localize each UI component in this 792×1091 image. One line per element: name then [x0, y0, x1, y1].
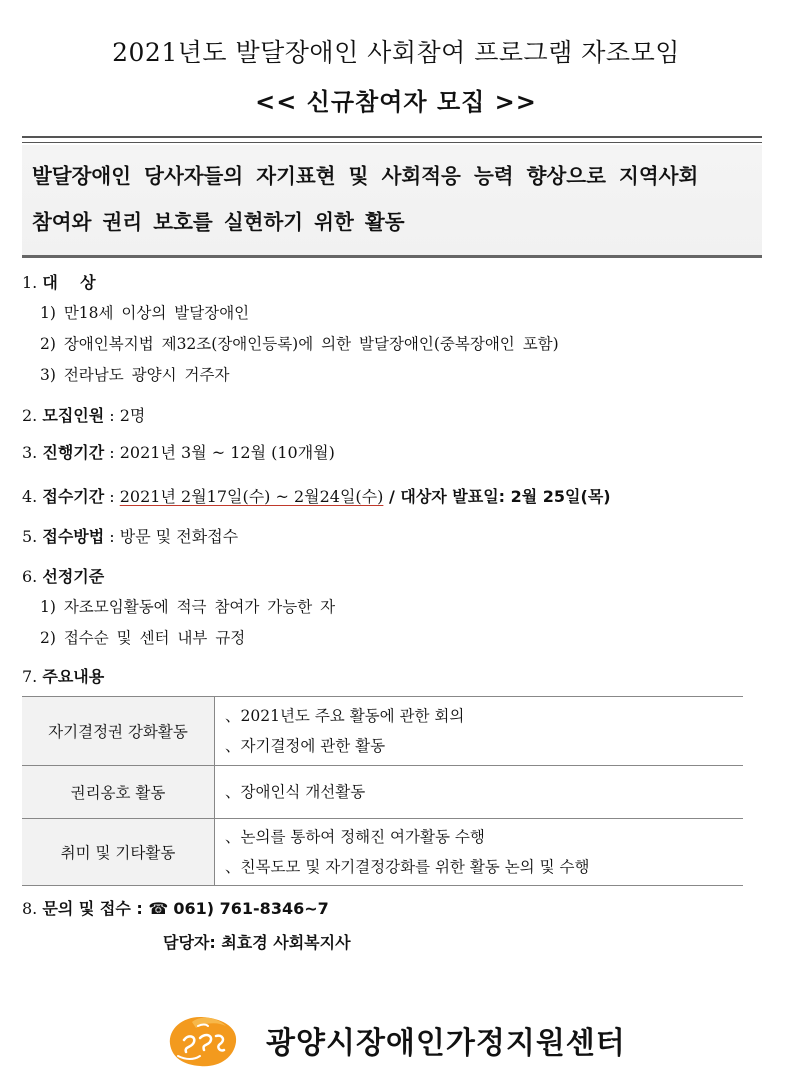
period-value: 2021년 3월 ~ 12월 (10개월): [119, 443, 335, 462]
phone-number: 061) 761-8346~7: [173, 899, 329, 918]
section-target-heading: [22, 270, 96, 293]
list-item: 2) 장애인복지법 제32조(장애인등록)에 의한 발달장애인(중복장애인 포함): [40, 335, 559, 353]
section-label: 선정기준: [42, 567, 105, 586]
document-subtitle: << 신규참여자 모집 >>: [255, 88, 537, 116]
activity-details: [215, 766, 744, 819]
section-method: [22, 524, 238, 547]
activity-details: [215, 697, 744, 766]
section-number: 6.: [22, 567, 38, 586]
section-recruit: [22, 403, 145, 426]
top-divider: [22, 136, 762, 143]
table-row: [22, 766, 743, 819]
section-number: 1.: [22, 273, 38, 292]
separator: :: [104, 527, 120, 546]
table-row: [22, 697, 743, 766]
list-item: 1) 자조모임활동에 적극 참여가 가능한 자: [40, 598, 336, 616]
separator: :: [104, 443, 120, 462]
section-number: 5.: [22, 527, 38, 546]
application-period-value: 2021년 2월17일(수) ~ 2월24일(수): [119, 487, 384, 506]
activity-detail: 、논의를 통하여 정해진 여가활동 수행: [225, 828, 485, 846]
section-number: 7.: [22, 667, 38, 686]
section-number: 2.: [22, 406, 38, 425]
section-label: 진행기간: [42, 443, 105, 462]
section-label: 모집인원: [42, 406, 105, 425]
section-criteria-heading: [22, 564, 104, 587]
method-value: 방문 및 전화접수: [119, 527, 239, 546]
activity-category: 자기결정권 강화활동: [22, 697, 215, 766]
section-label: 대 상: [42, 273, 96, 292]
list-item: 2) 접수순 및 센터 내부 규정: [40, 629, 246, 647]
section-application: [22, 484, 611, 507]
activity-detail: 、친목도모 및 자기결정강화를 위한 활동 논의 및 수행: [225, 858, 590, 876]
center-logo-icon: [162, 1010, 244, 1072]
section-period: [22, 440, 335, 463]
section-label: 주요내용: [42, 667, 105, 686]
activity-details: [215, 819, 744, 886]
section-label: 접수방법: [42, 527, 105, 546]
separator: :: [130, 899, 149, 918]
organization-name: 광양시장애인가정지원센터: [266, 1026, 626, 1061]
divider: /: [383, 487, 401, 506]
document-title: 2021년도 발달장애인 사회참여 프로그램 자조모임: [112, 38, 680, 67]
summary-line-2: 참여와 권리 보호를 실현하기 위한 활동: [32, 210, 405, 234]
list-item: 3) 전라남도 광양시 거주자: [40, 366, 230, 384]
activity-table: [22, 696, 743, 886]
phone-icon: ☎: [148, 899, 169, 918]
section-label: 문의 및 접수: [42, 899, 131, 918]
activity-category: 취미 및 기타활동: [22, 819, 215, 886]
activity-category: 권리옹호 활동: [22, 766, 215, 819]
section-contact: [22, 896, 329, 919]
separator: :: [104, 406, 120, 425]
section-number: 3.: [22, 443, 38, 462]
summary-box: [22, 145, 762, 258]
activity-detail: 、장애인식 개선활동: [225, 783, 366, 801]
summary-line-1: 발달장애인 당사자들의 자기표현 및 사회적응 능력 향상으로 지역사회: [32, 164, 699, 188]
recruit-value: 2명: [119, 406, 146, 425]
section-number: 8.: [22, 899, 38, 918]
list-item: 1) 만18세 이상의 발달장애인: [40, 304, 250, 322]
table-row: [22, 819, 743, 886]
announcement-date: 대상자 발표일: 2월 25일(목): [400, 487, 611, 506]
activity-detail: 、자기결정에 관한 활동: [225, 737, 386, 755]
section-number: 4.: [22, 487, 38, 506]
activity-detail: 、2021년도 주요 활동에 관한 회의: [225, 707, 465, 725]
separator: :: [104, 487, 120, 506]
section-label: 접수기간: [42, 487, 105, 506]
manager-name: 담당자: 최효경 사회복지사: [163, 933, 351, 952]
section-content-heading: [22, 664, 104, 687]
